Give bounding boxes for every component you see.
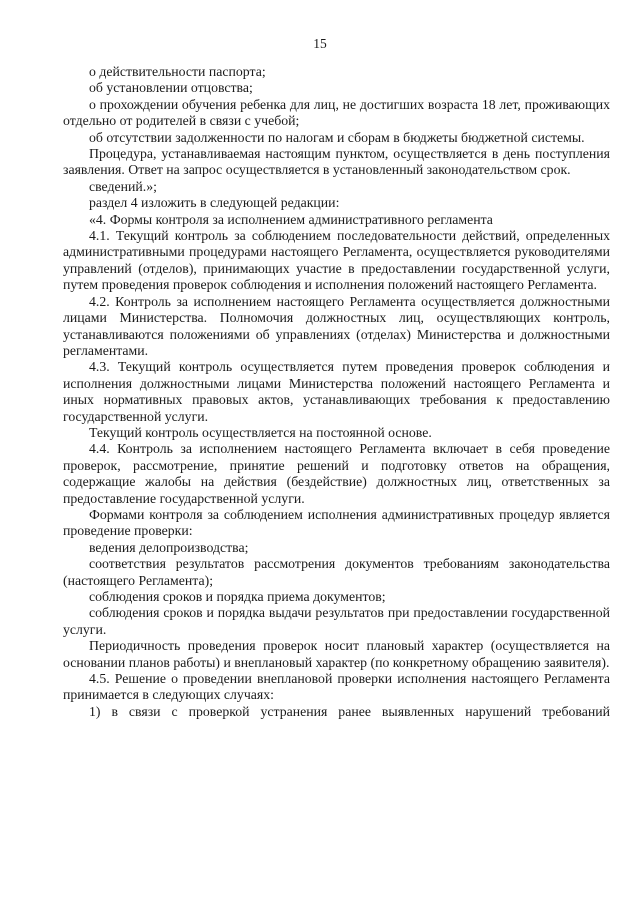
paragraph: 4.3. Текущий контроль осуществляется путем проведения проверок соблюдения и исполнения должностными лицами Министерства положений настоящего Регламента и иных нормативных правовых актов, устанавливающих требования к предоставлению государственной услуги.	[63, 359, 610, 424]
paragraph: Периодичность проведения проверок носит плановый характер (осуществляется на основании планов работы) и внеплановый характер (по конкретному обращению заявителя).	[63, 638, 610, 670]
paragraph: соблюдения сроков и порядка выдачи результатов при предоставлении государственной услуги.	[63, 605, 610, 637]
paragraph: об отсутствии задолженности по налогам и сборам в бюджеты бюджетной системы.	[89, 129, 585, 145]
paragraph: 4.5. Решение о проведении внеплановой проверки исполнения настоящего Регламента принимается в следующих случаях:	[63, 671, 610, 703]
paragraph: 4.4. Контроль за исполнением настоящего Регламента включает в себя проведение проверок, рассмотрение, принятие решений и подготовку ответов на обращения, содержащие жалобы на действия (бездействие) должностных лиц, ответственных за предоставление государственной услуги.	[63, 441, 610, 506]
paragraph: о действительности паспорта;	[89, 64, 266, 79]
paragraph: соответствия результатов рассмотрения документов требованиям законодательства (настоящего Регламента);	[63, 556, 610, 588]
paragraph: Процедура, устанавливаемая настоящим пунктом, осуществляется в день поступления заявления. Ответ на запрос осуществляется в установленный законодательством срок.	[63, 146, 610, 178]
paragraph: сведений.»;	[89, 178, 157, 194]
document-body	[63, 64, 610, 720]
paragraph: соблюдения сроков и порядка приема документов;	[89, 589, 386, 604]
paragraph: 1) в связи с проверкой устранения ранее выявленных нарушений требований	[89, 703, 610, 719]
paragraph: Формами контроля за соблюдением исполнения административных процедур является проведение проверки:	[63, 506, 610, 539]
paragraph: Текущий контроль осуществляется на постоянной основе.	[89, 424, 432, 440]
paragraph: 4.1. Текущий контроль за соблюдением последовательности действий, определенных административными процедурами настоящего Регламента, осуществляется руководителями управлений (отделов), принимающих участие в предоставлении государственной услуги, путем проведения проверок соблюдения и исполнения положений настоящего Регламента.	[63, 228, 610, 293]
paragraph: ведения делопроизводства;	[89, 539, 249, 555]
page-number: 15	[313, 36, 327, 51]
paragraph: раздел 4 изложить в следующей редакции:	[89, 195, 340, 211]
paragraph: 4.2. Контроль за исполнением настоящего Регламента осуществляется должностными лицами Министерства. Полномочия должностных лиц, осуществляющих контроль, устанавливаются положениями об управлениях (отделах) Министерства и должностными регламентами.	[63, 293, 610, 358]
paragraph: об установлении отцовства;	[89, 80, 253, 96]
section-heading: «4. Формы контроля за исполнением административного регламента	[89, 211, 493, 227]
paragraph: о прохождении обучения ребенка для лиц, не достигших возраста 18 лет, проживающих отдельно от родителей в связи с учебой;	[63, 96, 610, 129]
